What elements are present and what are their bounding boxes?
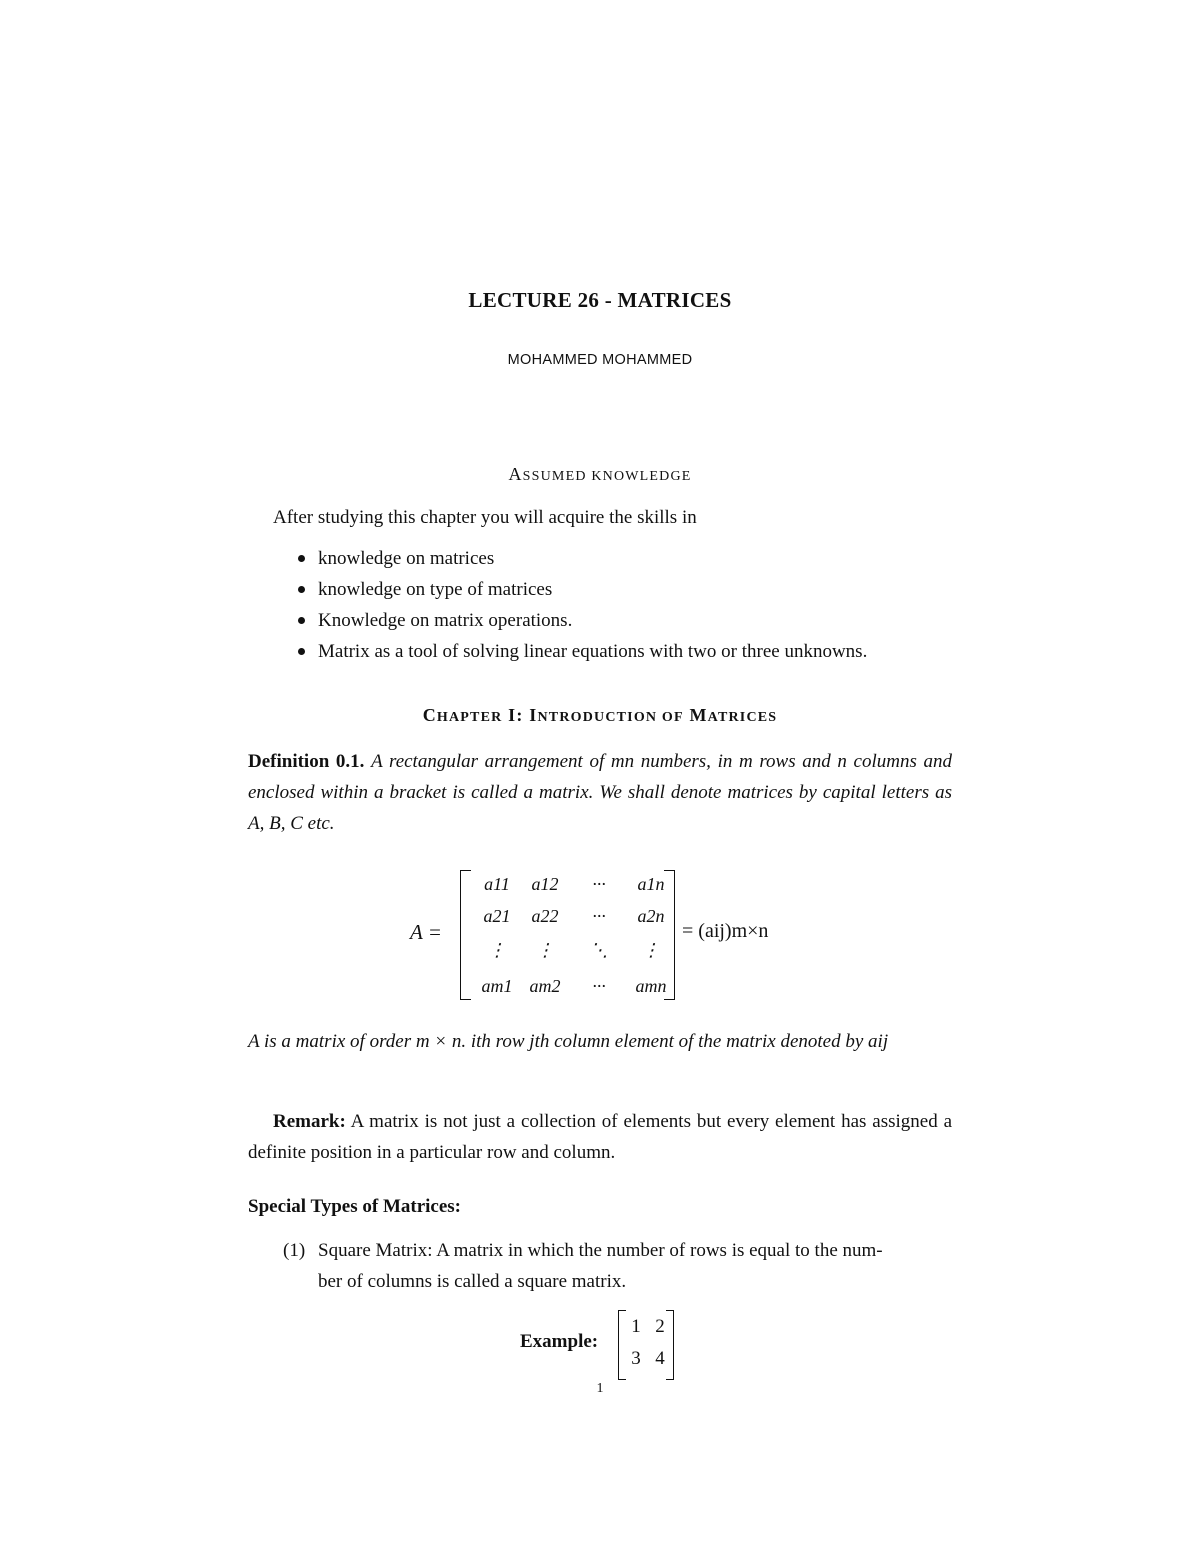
matrix-cell: ⋱ bbox=[590, 940, 608, 960]
special-types-heading: Special Types of Matrices: bbox=[248, 1196, 462, 1217]
remark-label: Remark: bbox=[273, 1111, 346, 1132]
matrix-cell: 1 bbox=[631, 1316, 641, 1337]
bullet-icon bbox=[298, 617, 305, 624]
item-line: Square Matrix: A matrix in which the number of rows is equal to the num- bbox=[318, 1240, 883, 1261]
matrix-cell: a2n bbox=[637, 906, 665, 926]
matrix-cell: 2 bbox=[655, 1316, 665, 1337]
list-item-text: Knowledge on matrix operations. bbox=[318, 610, 573, 631]
bullet-icon bbox=[298, 648, 305, 655]
general-matrix bbox=[410, 868, 810, 1000]
intro-text: After studying this chapter you will acquire the skills in bbox=[273, 507, 697, 528]
author-name: MOHAMMED MOHAMMED bbox=[507, 352, 693, 368]
matrix-cell: ··· bbox=[592, 976, 606, 996]
matrix-cell: am2 bbox=[529, 976, 561, 996]
list-item bbox=[298, 636, 867, 667]
definition-label: Definition 0.1. bbox=[248, 751, 365, 772]
example-matrix bbox=[618, 1310, 676, 1380]
heading-part: C bbox=[422, 705, 437, 725]
order-text: A is a matrix of order m × n. ith row jth column element of the matrix denoted by aij bbox=[248, 1031, 889, 1052]
heading-part: ATRICES bbox=[707, 710, 778, 725]
matrix-cell: am1 bbox=[481, 976, 513, 996]
list-item bbox=[298, 605, 867, 636]
remark-text: A matrix is not just a collection of elements but every element has assigned a definite position in a particular row and column. bbox=[248, 1111, 952, 1163]
matrix-cell: 3 bbox=[631, 1348, 641, 1369]
matrix-cell: ··· bbox=[592, 874, 606, 894]
matrix-cell: a11 bbox=[484, 874, 510, 894]
matrix-cell: ⋮ bbox=[642, 940, 660, 960]
heading-part: I: I bbox=[502, 705, 538, 725]
list-item-text: knowledge on matrices bbox=[318, 548, 495, 569]
matrix-rhs: = (aij)m×n bbox=[682, 920, 769, 942]
matrix-cell: a1n bbox=[637, 874, 665, 894]
chapter-heading bbox=[0, 705, 1200, 726]
definition-paragraph bbox=[248, 746, 952, 839]
heading-part: NTRODUCTION OF bbox=[537, 710, 684, 725]
list-item bbox=[298, 543, 867, 574]
matrix-lhs: A = bbox=[410, 920, 442, 944]
matrix-cell: a22 bbox=[531, 906, 559, 926]
heading-part: HAPTER bbox=[436, 710, 503, 725]
remark-paragraph bbox=[248, 1106, 952, 1168]
bullet-icon bbox=[298, 555, 305, 562]
item-text bbox=[318, 1235, 952, 1297]
list-item bbox=[298, 574, 867, 605]
matrix-cell: a21 bbox=[483, 906, 511, 926]
item-line: ber of columns is called a square matrix. bbox=[318, 1271, 627, 1292]
heading-rest: SSUMED KNOWLEDGE bbox=[522, 469, 692, 484]
definition-text: A rectangular arrangement of mn numbers, in m rows and n columns and enclosed within a bracket is called a matrix. We shall denote matrices by capital letters as A, B, C etc. bbox=[248, 751, 953, 834]
matrix-cell: ··· bbox=[592, 906, 606, 926]
list-item-text: knowledge on type of matrices bbox=[318, 579, 553, 600]
matrix-cell: ⋮ bbox=[536, 940, 554, 960]
page-title: LECTURE 26 - MATRICES bbox=[468, 288, 732, 312]
item-number: (1) bbox=[283, 1240, 306, 1261]
assumed-knowledge-heading bbox=[0, 464, 1200, 485]
left-bracket bbox=[460, 870, 471, 1000]
heading-initial: A bbox=[508, 464, 523, 484]
heading-part: M bbox=[683, 705, 708, 725]
matrix-cell: 4 bbox=[655, 1348, 665, 1369]
skills-list bbox=[298, 543, 867, 667]
list-item-text: Matrix as a tool of solving linear equations with two or three unknowns. bbox=[318, 641, 868, 662]
matrix-cell: ⋮ bbox=[488, 940, 506, 960]
page-number: 1 bbox=[596, 1381, 604, 1396]
matrix-cell: amn bbox=[635, 976, 667, 996]
example-label: Example: bbox=[520, 1331, 599, 1352]
matrix-cell: a12 bbox=[531, 874, 559, 894]
bullet-icon bbox=[298, 586, 305, 593]
